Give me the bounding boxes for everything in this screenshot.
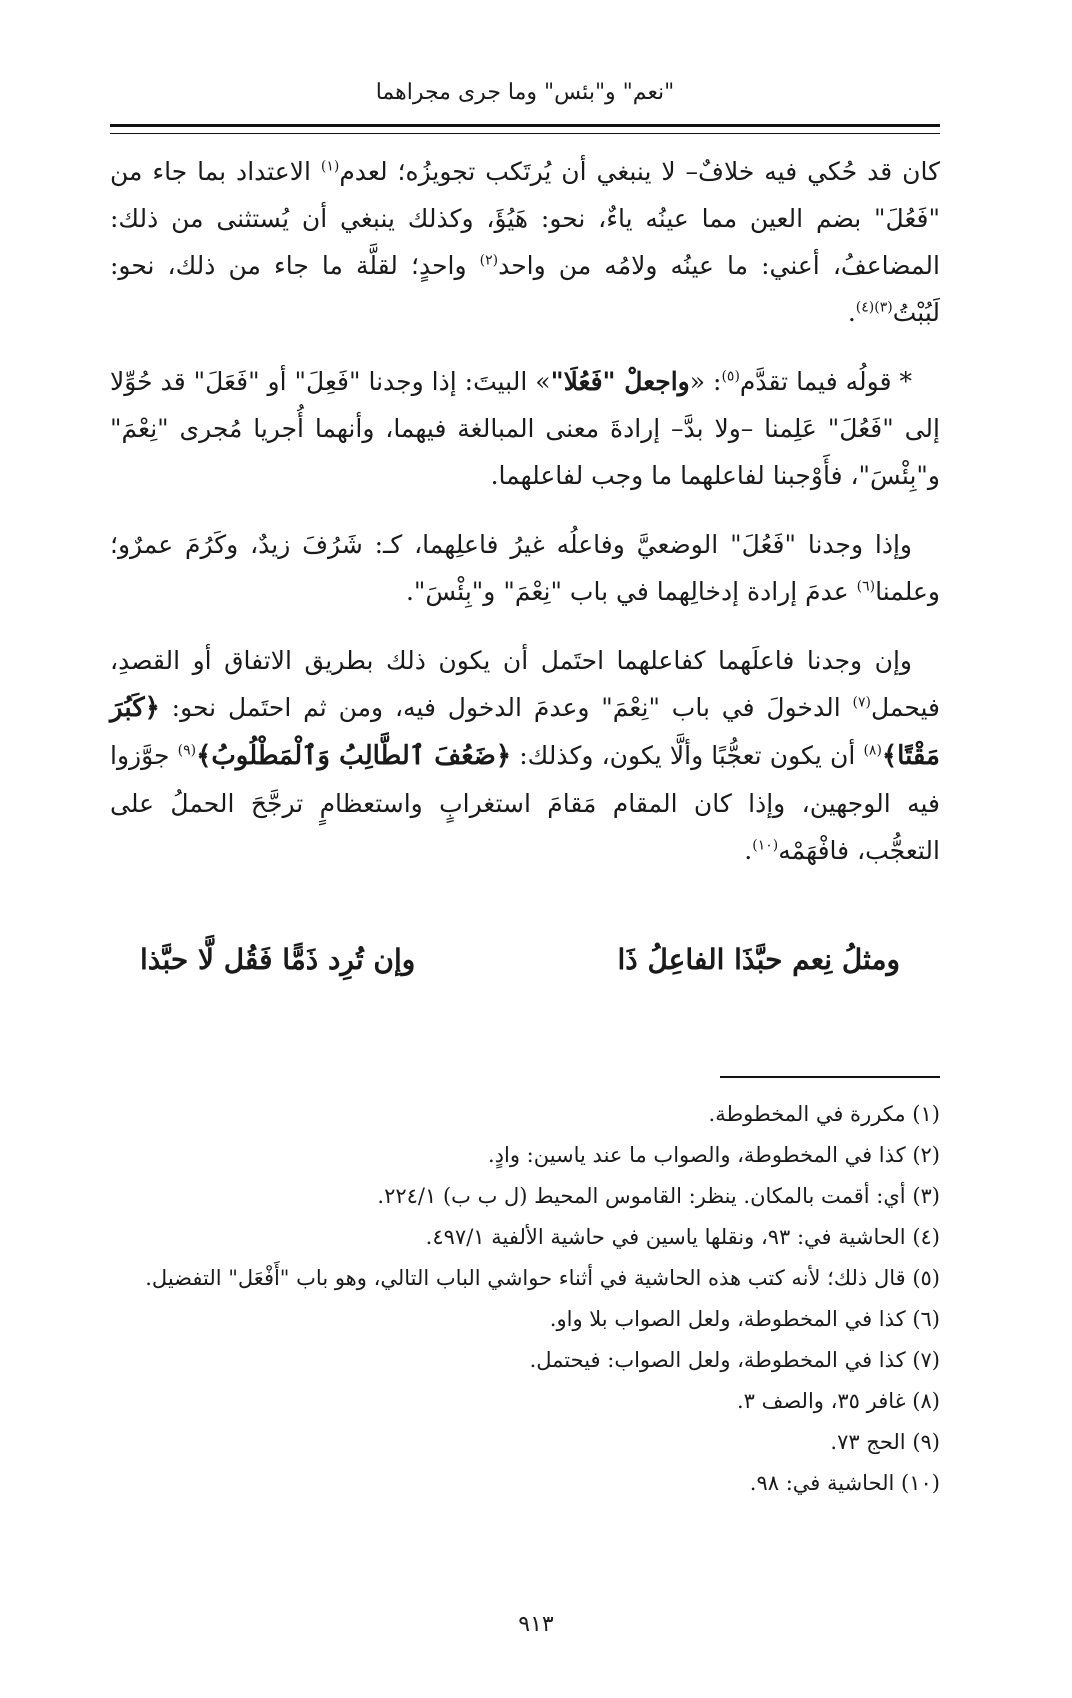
quran-quote: ﴿ضَعُفَ ٱلطَّالِبُ وَٱلْمَطْلُوبُ﴾ xyxy=(196,741,512,771)
page-number: ٩١٣ xyxy=(518,1612,554,1637)
paragraph-1 xyxy=(110,148,940,336)
text-run: الاعتداد بما جاء من "فَعُلَ" بضم العين مما عينُه ياءٌ، نحو: هَيُؤَ، وكذلك ينبغي أن يُستثنى من ذلك: المضاعفُ، أعني: ما عينُه ولامُه من واحد xyxy=(110,157,940,280)
footnote: (٧) كذا في المخطوطة، ولعل الصواب: فيحتمل. xyxy=(529,1348,940,1372)
text-run: » البيتَ: إذا وجدنا "فَعِلَ" أو "فَعَلَ" قد حُوِّلا إلى "فَعُلَ" عَلِمنا –ولا بدَّ– إرادةَ معنى المبالغة فيهما، وأنهما أُجريا مُجرى "نِعْمَ" و"بِئْسَ"، فأَوْجبنا لفاعلهما ما وجب لفاعلهما. xyxy=(110,367,940,490)
footnote-ref: (٦) xyxy=(856,578,876,595)
text-run: وإذا وجدنا "فَعُلَ" الوضعيَّ وفاعلُه غيرُ فاعلِهما، كـ: شَرُفَ زيدٌ، وكَرُمَ عمرٌو؛ وعلمنا xyxy=(110,530,940,606)
footnote: (١٠) الحاشية في: ٩٨. xyxy=(749,1471,940,1495)
header-rule-thin xyxy=(110,133,940,134)
footnote: (٨) غافر ٣٥، والصف ٣. xyxy=(736,1389,940,1413)
text-run: جوَّزوا فيه الوجهين، وإذا كان المقام مَقامَ استغرابٍ واستعظامٍ ترجَّحَ الحملُ على التعجُّب، فافْهَمْه xyxy=(110,741,940,865)
footnote: (٦) كذا في المخطوطة، ولعل الصواب بلا واو. xyxy=(549,1307,940,1331)
footnote-ref: (٣)(٤) xyxy=(855,299,893,316)
footnote-ref: (١٠) xyxy=(752,837,779,854)
paragraph-4 xyxy=(110,637,940,874)
footnote: (٩) الحج ٧٣. xyxy=(830,1430,940,1454)
text-run: أن يكون تعجُّبًا وألَّا يكون، وكذلك: xyxy=(511,741,864,770)
main-text xyxy=(110,148,940,896)
footnote: (٥) قال ذلك؛ لأنه كتب هذه الحاشية في أثناء حواشي الباب التالي، وهو باب "أَفْعَل" التفضيل. xyxy=(145,1266,940,1290)
poetry-verse xyxy=(140,938,900,982)
footnote: (٣) أي: أقمت بالمكان. ينظر: القاموس المحيط (ل ب ب) ٢٢٤/١. xyxy=(377,1184,940,1208)
text-run: : « xyxy=(689,367,722,396)
footnotes xyxy=(110,1094,940,1504)
quran-quote: ﴿كَبُرَ مَقْتًا﴾ xyxy=(110,693,940,771)
text-run: * قولُه فيما تقدَّم xyxy=(739,367,912,396)
footnote-ref: (١) xyxy=(320,158,340,175)
text-run: واحدٍ؛ لقلَّة ما جاء من ذلك، نحو: لَبُبْتُ xyxy=(110,251,940,327)
verse-second-hemistich: وإن تُرِد ذَمًّا فَقُل لَّا حبَّذا xyxy=(140,943,416,976)
paragraph-3 xyxy=(110,521,940,615)
text-run: . xyxy=(847,298,856,327)
footnote: (٢) كذا في المخطوطة، والصواب ما عند ياسين: وادٍ. xyxy=(487,1143,940,1167)
running-title: "نعم" و"بئس" وما جرى مجراهما xyxy=(375,80,675,105)
quoted-verse-phrase: واجعلْ "فَعُلَا" xyxy=(550,367,690,396)
header-rule-thick xyxy=(110,124,940,127)
footnote: (١) مكررة في المخطوطة. xyxy=(708,1102,940,1126)
text-run: وإن وجدنا فاعلَهما كفاعلهما احتَمل أن يكون ذلك بطريق الاتفاق أو القصدِ، فيحمل xyxy=(110,646,940,722)
footnote-ref: (٩) xyxy=(177,742,197,759)
text-run: الدخولَ في باب "نِعْمَ" وعدمَ الدخول فيه، ومن ثم احتَمل نحو: xyxy=(159,693,853,722)
text-run: عدمَ إرادة إدخالِهما في باب "نِعْمَ" و"بِئْسَ". xyxy=(405,577,857,606)
footnote-separator xyxy=(720,1076,940,1078)
footnote-ref: (٥) xyxy=(721,368,740,385)
verse-first-hemistich: ومثلُ نِعم حبَّذَا الفاعِلُ ذَا xyxy=(617,943,900,976)
text-run: . xyxy=(744,836,753,865)
footnote-ref: (٢) xyxy=(479,252,499,269)
footnote-ref: (٨) xyxy=(863,742,882,759)
footnote: (٤) الحاشية في: ٩٣، ونقلها ياسين في حاشية الألفية ٤٩٧/١. xyxy=(425,1225,940,1249)
text-run: كان قد حُكي فيه خلافٌ– لا ينبغي أن يُرتَكب تجويزُه؛ لعدم xyxy=(339,157,940,186)
paragraph-2 xyxy=(110,358,940,499)
footnote-ref: (٧) xyxy=(852,694,871,711)
